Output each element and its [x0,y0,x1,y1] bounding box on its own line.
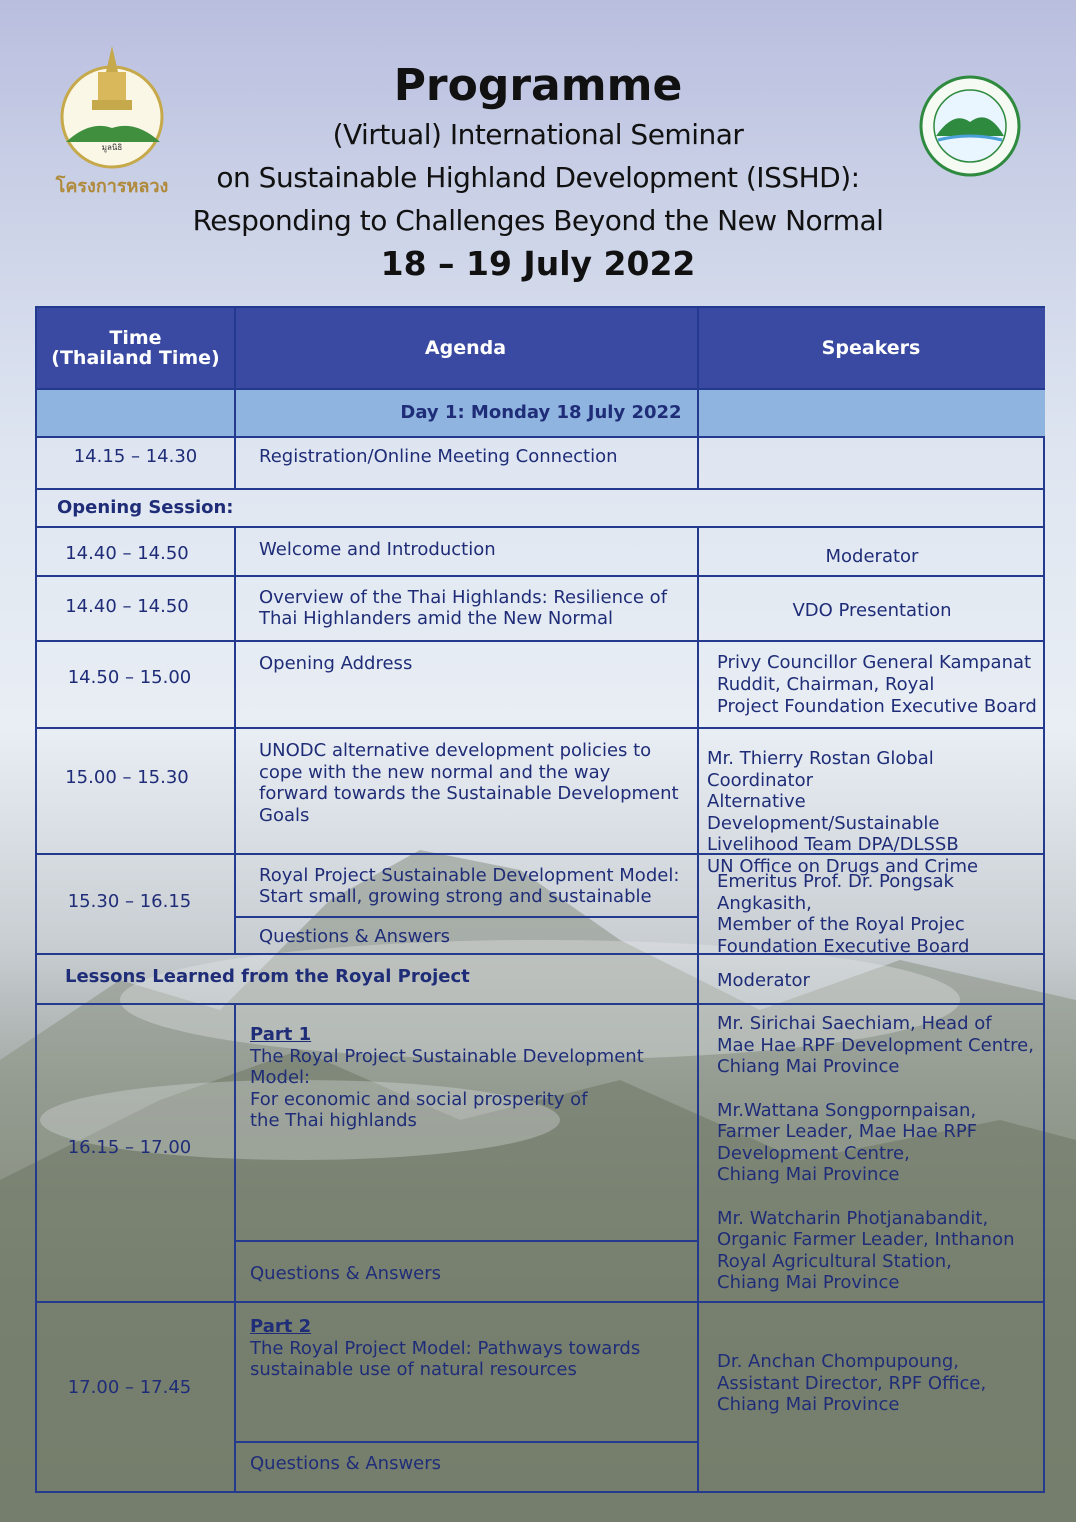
divider [37,575,1045,577]
event-date: 18 – 19 July 2022 [380,244,696,283]
row-agenda [250,1316,695,1381]
divider [697,526,699,953]
section-lessons: Lessons Learned from the Royal Project [65,966,470,987]
col-header-speakers: Speakers [697,308,1045,388]
divider [37,727,1045,729]
section-opening: Opening Session: [57,497,234,518]
speaker-line: Foundation Executive Board [717,935,970,957]
agenda-line: the Thai highlands [250,1110,417,1131]
col-header-agenda: Agenda [234,308,697,388]
row-speaker [717,652,1043,718]
divider [234,1240,697,1242]
speaker-line: Mae Hae RPF Development Centre, [717,1034,1034,1056]
row-time: 14.40 – 14.50 [65,543,189,564]
subtitle-line-1: (Virtual) International Seminar [332,118,744,151]
row-speaker: Moderator [825,546,919,567]
row-agenda: Registration/Online Meeting Connection [259,446,618,467]
agenda-line: The Royal Project Model: Pathways towards [250,1337,641,1359]
speaker-line: Mr. Sirichai Saechiam, Head of [717,1013,992,1034]
speaker-line: Privy Councillor General Kampanat [717,652,1032,673]
qa-label: Questions & Answers [259,926,451,947]
divider [37,526,1045,528]
row-time: 14.15 – 14.30 [73,446,198,467]
agenda-line: cope with the new normal and the way [259,761,611,783]
row-speaker: Moderator [717,970,810,991]
row-agenda [250,1024,695,1132]
speaker-line: Ruddit, Chairman, Royal [717,674,935,695]
row-time: 14.40 – 14.50 [65,596,189,617]
divider [37,388,1045,390]
col-header-time-line2: (Thailand Time) [51,347,220,369]
speaker-line: Chiang Mai Province [717,1272,900,1293]
speaker-line: Alternative Development/Sustainable [707,791,940,834]
agenda-line: Royal Project Sustainable Development Model: [259,865,680,886]
row-speaker [717,871,1043,957]
row-time: 15.00 – 15.30 [65,767,189,788]
speaker-line: Farmer Leader, Mae Hae RPF [717,1121,978,1142]
page-header [0,0,1076,300]
programme-table [35,306,1045,1493]
subtitle-line-3: Responding to Challenges Beyond the New Normal [192,204,884,237]
speaker-line: Chiang Mai Province [717,1394,900,1415]
divider [234,1441,697,1443]
speaker-line: Development Centre, [717,1142,910,1164]
agenda-line: sustainable use of natural resources [250,1359,577,1380]
agenda-line: Goals [259,804,310,826]
row-speaker: VDO Presentation [792,600,952,621]
divider [697,1003,699,1493]
qa-label: Questions & Answers [250,1263,442,1284]
row-agenda: Opening Address [259,653,413,674]
col-header-time-line1: Time [109,327,162,349]
qa-label: Questions & Answers [250,1453,442,1474]
agenda-line: Overview of the Thai Highlands: Resilience of [259,587,668,608]
agenda-line: Start small, growing strong and sustainable [259,886,652,907]
row-time: 16.15 – 17.00 [67,1137,192,1158]
agenda-line: forward towards the Sustainable Development [259,783,679,804]
agenda-line: For economic and social prosperity of [250,1088,588,1110]
speaker-line: Livelihood Team DPA/DLSSB [707,834,959,855]
row-agenda [259,587,695,629]
divider [37,1003,1045,1005]
col-header-time [37,308,234,388]
divider [37,1301,1045,1303]
speaker-line: UN Office on Drugs and Crime [707,855,979,877]
row-time: 14.50 – 15.00 [67,667,192,688]
row-agenda [259,740,695,826]
speaker-line: Assistant Director, RPF Office, [717,1372,987,1394]
agenda-line: Thai Highlanders amid the New Normal [259,608,614,629]
part-label: Part 2 [250,1316,312,1337]
divider [37,640,1045,642]
row-time: 15.30 – 16.15 [67,891,192,912]
speaker-line: Organic Farmer Leader, Inthanon [717,1229,1015,1250]
divider [234,916,697,918]
row-speaker [707,748,1043,877]
part-label: Part 1 [250,1024,312,1045]
speaker-line: Mr. Watcharin Photjanabandit, [717,1207,989,1229]
agenda-line: The Royal Project Sustainable Development Model: [250,1045,644,1088]
page-title: Programme [393,60,683,111]
divider [234,1003,236,1493]
speaker-line: Emeritus Prof. Dr. Pongsak Angkasith, [717,871,954,914]
divider [697,953,699,1003]
agenda-line: UNODC alternative development policies to [259,740,652,761]
speaker-line: Mr. Thierry Rostan Global Coordinator [707,748,934,791]
speaker-line: Mr.Wattana Songpornpaisan, [717,1099,977,1121]
speaker-line: Royal Agricultural Station, [717,1250,952,1272]
divider [697,308,699,488]
row-agenda: Welcome and Introduction [259,539,496,560]
row-speaker [717,1013,1043,1294]
row-agenda [259,865,695,907]
speaker-line: Member of the Royal Projec [717,914,965,935]
divider [37,488,1045,490]
day-1-row: Day 1: Monday 18 July 2022 [37,390,1045,436]
subtitle-line-2: on Sustainable Highland Development (ISSHD): [216,161,860,194]
highland-institute-logo [918,74,1022,178]
row-speaker [717,1351,1043,1416]
divider [234,308,236,488]
speaker-line: Chiang Mai Province [717,1056,900,1077]
speaker-line: Dr. Anchan Chompupoung, [717,1351,959,1372]
divider [234,526,236,953]
speaker-line: Chiang Mai Province [717,1164,900,1185]
logo-sub-text: มูลนิธิ [101,143,123,152]
row-time: 17.00 – 17.45 [67,1377,192,1398]
speaker-line: Project Foundation Executive Board [717,696,1037,717]
logo-thai-text: โครงการหลวง [55,176,169,197]
